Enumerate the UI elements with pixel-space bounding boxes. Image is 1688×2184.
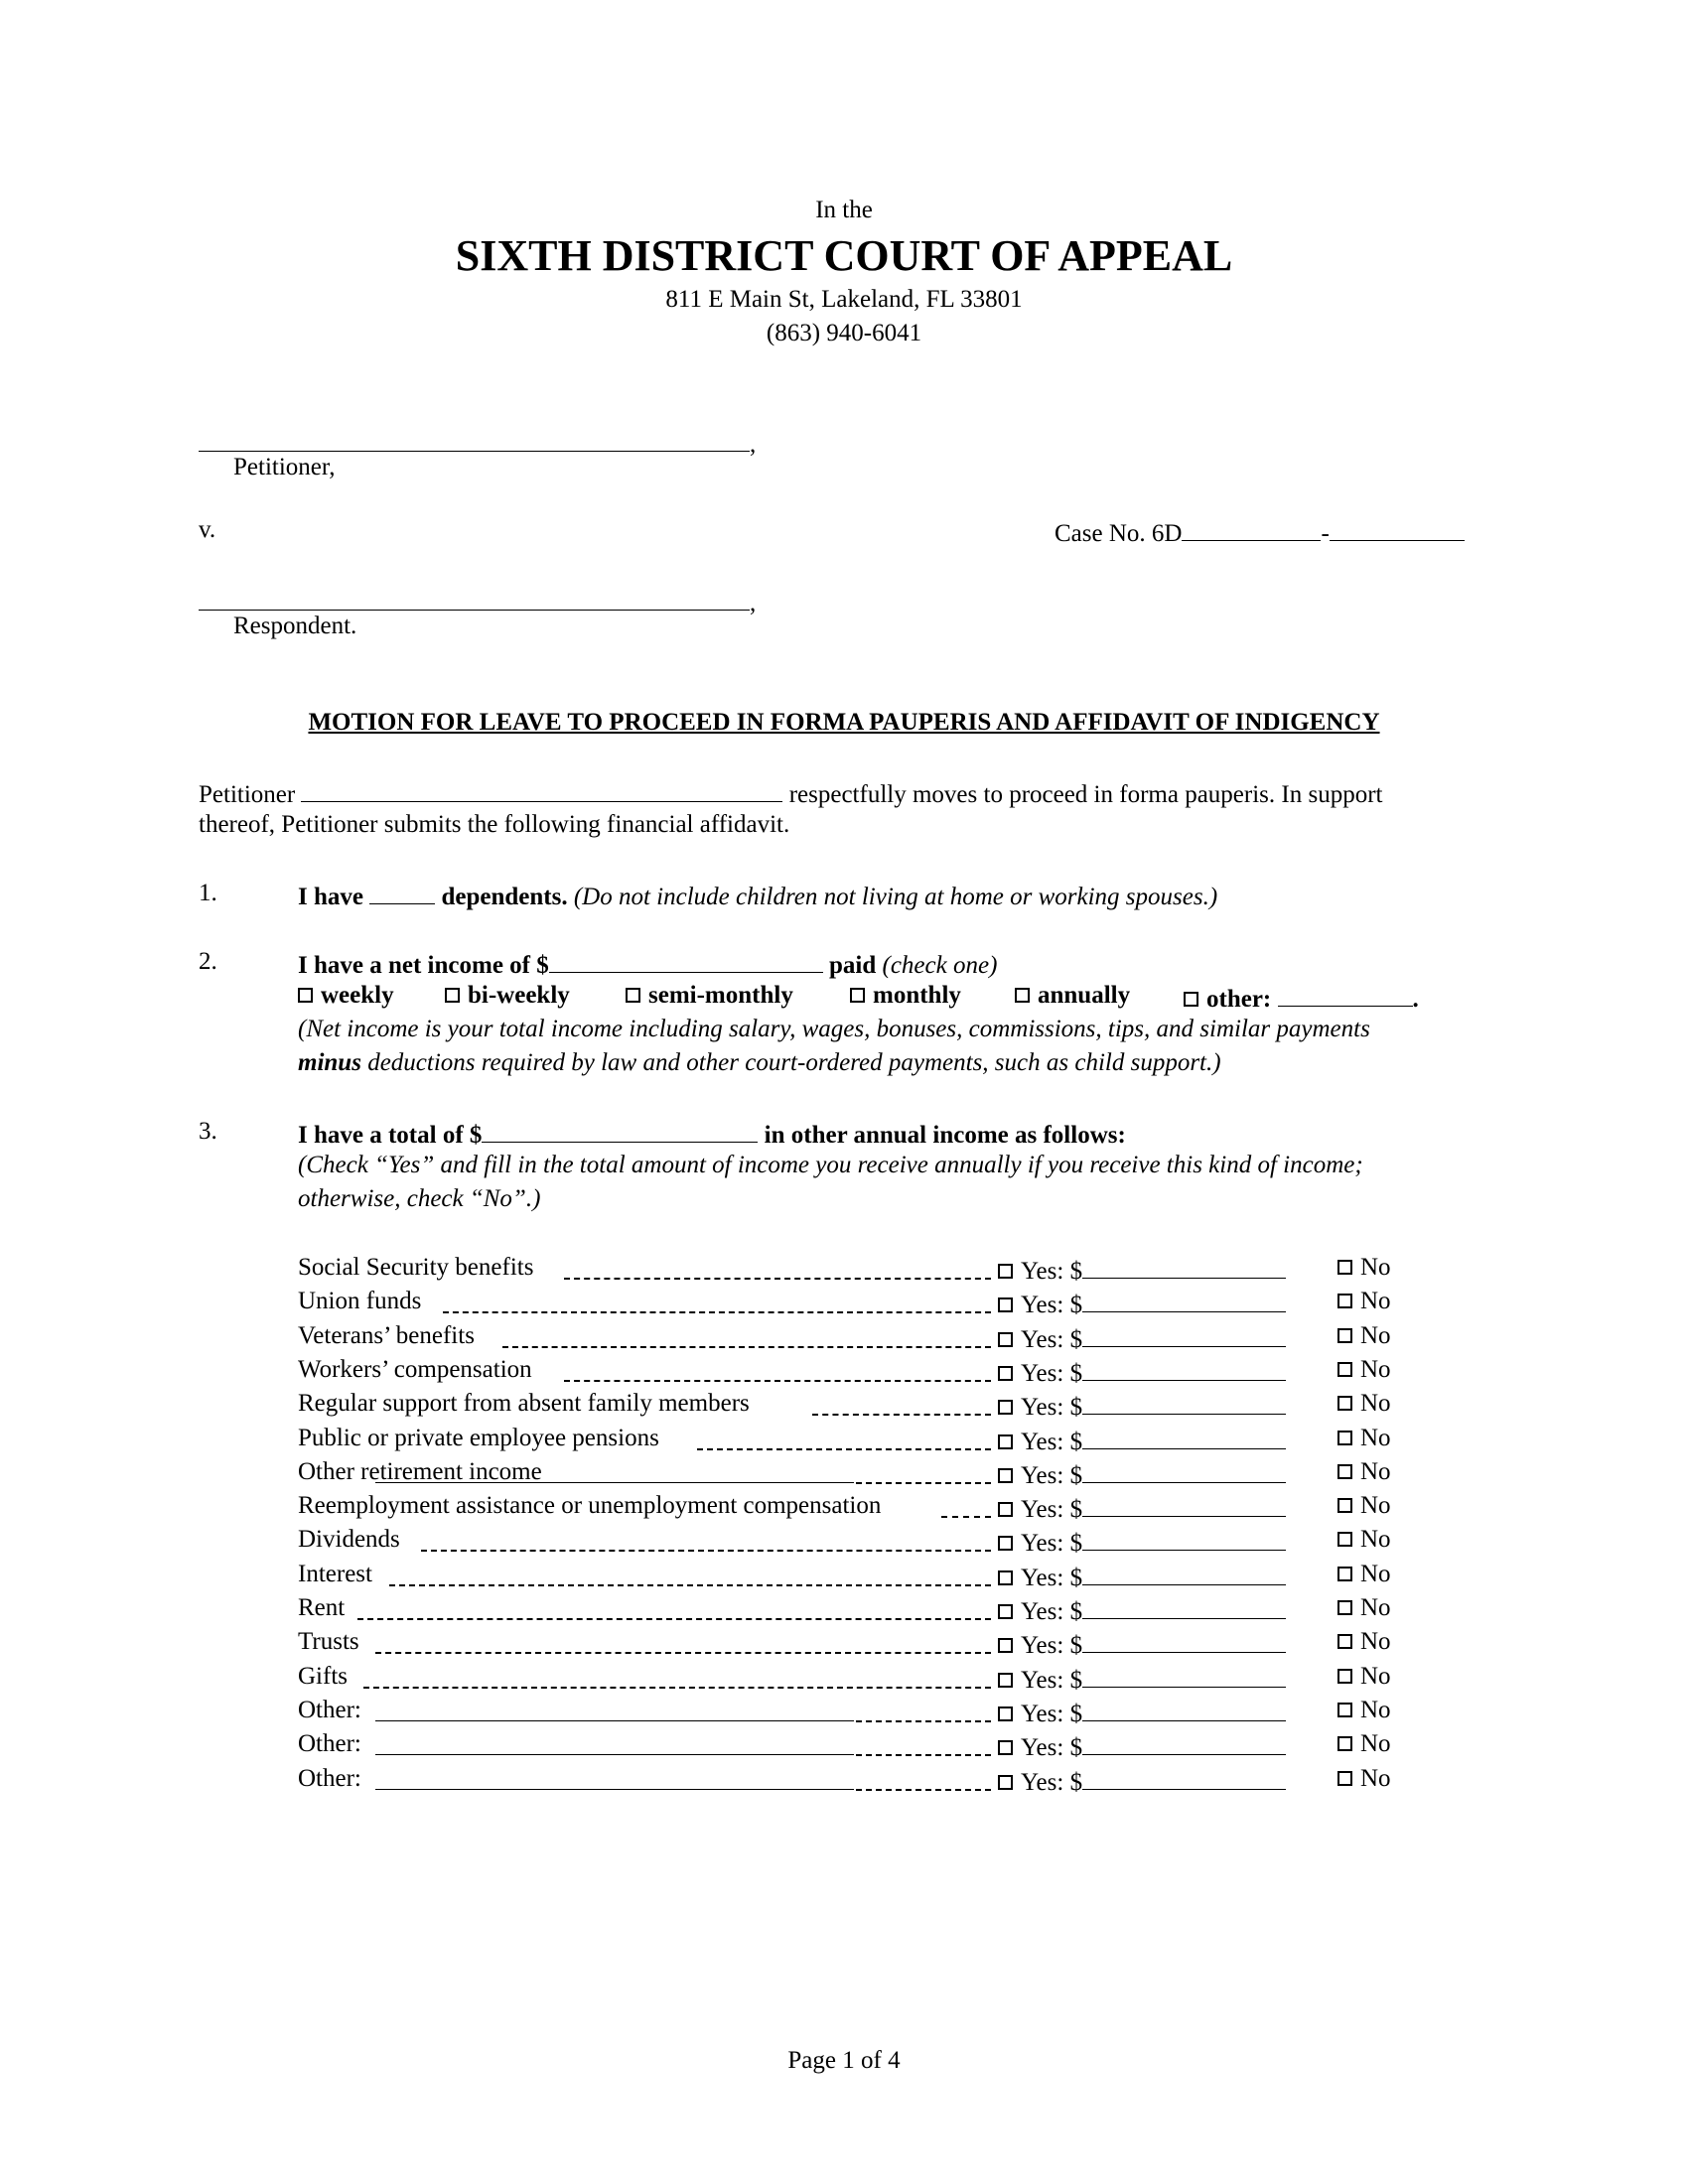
income-source-label: Public or private employee pensions (298, 1424, 659, 1451)
court-name: SIXTH DISTRICT COURT OF APPEAL (455, 231, 1233, 280)
checkbox[interactable] (626, 988, 640, 1003)
income-amount-field[interactable] (1082, 1765, 1286, 1790)
item-3-text: I have a total of $ in other annual income as follows: (298, 1118, 1126, 1150)
no-option[interactable]: No (1337, 1561, 1391, 1588)
intro-line-2: thereof, Petitioner submits the following financial affidavit. (199, 811, 790, 838)
leader-dots (941, 1516, 991, 1518)
other-source-field[interactable] (375, 1789, 854, 1790)
income-source-label: Regular support from absent family members (298, 1390, 750, 1418)
item-1-number: 1. (199, 880, 217, 906)
other-source-field[interactable] (375, 1754, 854, 1755)
yes-option[interactable]: Yes: $ (998, 1765, 1286, 1797)
yes-checkbox[interactable] (998, 1468, 1013, 1483)
income-row (298, 1425, 1440, 1458)
yes-checkbox[interactable] (998, 1604, 1013, 1619)
income-amount-field[interactable] (1082, 1561, 1286, 1585)
respondent-label: Respondent. (233, 613, 357, 639)
no-checkbox[interactable] (1337, 1771, 1352, 1786)
leader-dots (389, 1584, 991, 1586)
income-amount-field[interactable] (1082, 1663, 1286, 1688)
income-row (298, 1322, 1440, 1356)
income-row (298, 1526, 1440, 1560)
yes-option[interactable]: Yes: $ (998, 1730, 1286, 1762)
no-checkbox[interactable] (1337, 1362, 1352, 1377)
income-source-label: Reemployment assistance or unemployment compensation (298, 1492, 882, 1520)
yes-option[interactable]: Yes: $ (998, 1492, 1286, 1524)
leader-dots (564, 1278, 991, 1280)
yes-checkbox[interactable] (998, 1297, 1013, 1312)
leader-dots (357, 1618, 991, 1620)
income-amount-field[interactable] (1082, 1730, 1286, 1755)
no-checkbox[interactable] (1337, 1260, 1352, 1275)
no-checkbox[interactable] (1337, 1669, 1352, 1684)
versus-label: v. (199, 516, 216, 543)
no-option[interactable]: No (1337, 1628, 1391, 1656)
income-row (298, 1288, 1440, 1321)
income-source-label: Dividends (298, 1526, 400, 1554)
option-semi-monthly[interactable]: semi-monthly (626, 982, 793, 1010)
option-bi-weekly[interactable]: bi-weekly (445, 982, 570, 1010)
other-source-field[interactable] (375, 1482, 854, 1483)
no-checkbox[interactable] (1337, 1567, 1352, 1581)
no-option[interactable]: No (1337, 1425, 1391, 1452)
no-option[interactable]: No (1337, 1356, 1391, 1384)
no-option[interactable]: No (1337, 1765, 1391, 1793)
leader-dots (443, 1311, 991, 1313)
yes-checkbox[interactable] (998, 1536, 1013, 1551)
yes-option[interactable]: Yes: $ (998, 1458, 1286, 1490)
no-option[interactable]: No (1337, 1730, 1391, 1758)
no-checkbox[interactable] (1337, 1431, 1352, 1445)
option-annually[interactable]: annually (1015, 982, 1130, 1010)
no-option[interactable]: No (1337, 1390, 1391, 1418)
yes-option[interactable]: Yes: $ (998, 1254, 1286, 1286)
leader-dots (697, 1448, 991, 1450)
leader-dots (812, 1414, 991, 1416)
no-option[interactable]: No (1337, 1526, 1391, 1554)
income-source-label: Veterans’ benefits (298, 1321, 475, 1349)
item-2-text: I have a net income of $ paid (check one) (298, 948, 997, 980)
income-row (298, 1492, 1440, 1526)
court-intro: In the (815, 197, 873, 223)
income-source-label: Gifts (298, 1662, 348, 1690)
yes-checkbox[interactable] (998, 1775, 1013, 1790)
leader-dots (421, 1550, 991, 1552)
yes-checkbox[interactable] (998, 1638, 1013, 1653)
yes-option[interactable]: Yes: $ (998, 1697, 1286, 1728)
yes-checkbox[interactable] (998, 1434, 1013, 1449)
yes-option[interactable]: Yes: $ (998, 1322, 1286, 1354)
no-checkbox[interactable] (1337, 1600, 1352, 1615)
income-amount-field[interactable] (1082, 1628, 1286, 1653)
income-amount-field[interactable] (1082, 1458, 1286, 1483)
income-amount-field[interactable] (1082, 1697, 1286, 1721)
no-checkbox[interactable] (1337, 1464, 1352, 1479)
other-frequency-field[interactable] (1278, 982, 1413, 1007)
net-income-explanation-1: (Net income is your total income including salary, wages, bonuses, commissions, tips, and similar payments (298, 1016, 1370, 1042)
income-amount-field[interactable] (1082, 1288, 1286, 1312)
leader-dots (502, 1346, 991, 1348)
item-1-text: I have dependents. (Do not include children not living at home or working spouses.) (298, 880, 1217, 911)
income-row (298, 1458, 1440, 1492)
no-option[interactable]: No (1337, 1697, 1391, 1724)
no-checkbox[interactable] (1337, 1498, 1352, 1513)
no-option[interactable]: No (1337, 1594, 1391, 1622)
case-number-year-field[interactable] (1182, 516, 1321, 541)
intro-line-1: Petitioner respectfully moves to proceed in forma pauperis. In support (199, 777, 1382, 809)
income-amount-field[interactable] (1082, 1254, 1286, 1279)
other-income-total-field[interactable] (482, 1118, 758, 1143)
item-3-note-2: otherwise, check “No”.) (298, 1185, 541, 1212)
yes-checkbox[interactable] (998, 1400, 1013, 1415)
income-row (298, 1561, 1440, 1594)
no-option[interactable]: No (1337, 1492, 1391, 1520)
no-checkbox[interactable] (1337, 1294, 1352, 1308)
yes-checkbox[interactable] (998, 1706, 1013, 1721)
leader-dots (856, 1482, 991, 1484)
checkbox[interactable] (298, 988, 313, 1003)
income-source-label: Trusts (298, 1628, 359, 1656)
item-3-number: 3. (199, 1118, 217, 1145)
income-amount-field[interactable] (1082, 1390, 1286, 1415)
petitioner-label: Petitioner, (233, 454, 336, 480)
income-amount-field[interactable] (1082, 1322, 1286, 1347)
income-source-label: Union funds (298, 1288, 422, 1315)
yes-option[interactable]: Yes: $ (998, 1425, 1286, 1456)
income-amount-field[interactable] (1082, 1594, 1286, 1619)
income-amount-field[interactable] (1082, 1492, 1286, 1517)
yes-checkbox[interactable] (998, 1366, 1013, 1381)
no-checkbox[interactable] (1337, 1736, 1352, 1751)
court-address: 811 E Main St, Lakeland, FL 33801 (665, 286, 1023, 313)
income-source-label: Social Security benefits (298, 1254, 534, 1281)
net-income-explanation-2: minus deductions required by law and other court-ordered payments, such as child support.) (298, 1049, 1221, 1076)
checkbox[interactable] (445, 988, 460, 1003)
document-title: MOTION FOR LEAVE TO PROCEED IN FORMA PAUPERIS AND AFFIDAVIT OF INDIGENCY (308, 709, 1380, 736)
option-weekly[interactable]: weekly (298, 982, 394, 1010)
option-other[interactable]: other: . (1184, 982, 1419, 1014)
leader-dots (856, 1720, 991, 1722)
yes-checkbox[interactable] (998, 1264, 1013, 1279)
checkbox[interactable] (1184, 992, 1198, 1007)
no-option[interactable]: No (1337, 1663, 1391, 1691)
no-checkbox[interactable] (1337, 1532, 1352, 1547)
income-row (298, 1254, 1440, 1288)
yes-option[interactable]: Yes: $ (998, 1663, 1286, 1695)
yes-checkbox[interactable] (998, 1570, 1013, 1585)
checkbox[interactable] (1015, 988, 1030, 1003)
income-row (298, 1730, 1440, 1764)
court-phone: (863) 940-6041 (766, 320, 922, 346)
yes-checkbox[interactable] (998, 1332, 1013, 1347)
no-checkbox[interactable] (1337, 1328, 1352, 1343)
leader-dots (564, 1380, 991, 1382)
item-2-number: 2. (199, 948, 217, 975)
case-number-seq-field[interactable] (1330, 516, 1465, 541)
income-source-label: Rent (298, 1594, 346, 1621)
dependents-field[interactable] (369, 880, 435, 904)
income-row (298, 1356, 1440, 1390)
leader-dots (375, 1652, 991, 1654)
no-checkbox[interactable] (1337, 1703, 1352, 1717)
income-source-label: Other: (298, 1764, 361, 1792)
net-income-field[interactable] (549, 948, 823, 973)
other-source-field[interactable] (375, 1720, 854, 1721)
no-checkbox[interactable] (1337, 1634, 1352, 1649)
income-source-label: Interest (298, 1560, 372, 1587)
yes-option[interactable]: Yes: $ (998, 1594, 1286, 1626)
checkbox[interactable] (850, 988, 865, 1003)
income-row (298, 1765, 1440, 1799)
income-row (298, 1594, 1440, 1628)
income-source-label: Other retirement income (298, 1457, 542, 1485)
yes-checkbox[interactable] (998, 1673, 1013, 1688)
income-source-label: Other: (298, 1730, 361, 1758)
no-option[interactable]: No (1337, 1458, 1391, 1486)
income-source-label: Other: (298, 1696, 361, 1723)
option-monthly[interactable]: monthly (850, 982, 961, 1010)
leader-dots (363, 1687, 991, 1689)
income-source-label: Workers’ compensation (298, 1355, 532, 1383)
leader-dots (856, 1789, 991, 1791)
no-option[interactable]: No (1337, 1254, 1391, 1282)
yes-option[interactable]: Yes: $ (998, 1561, 1286, 1592)
yes-checkbox[interactable] (998, 1740, 1013, 1755)
no-option[interactable]: No (1337, 1288, 1391, 1315)
yes-option[interactable]: Yes: $ (998, 1390, 1286, 1422)
leader-dots (856, 1754, 991, 1756)
yes-option[interactable]: Yes: $ (998, 1526, 1286, 1558)
no-option[interactable]: No (1337, 1322, 1391, 1350)
petitioner-name-inline-field[interactable] (301, 777, 782, 802)
income-amount-field[interactable] (1082, 1526, 1286, 1551)
yes-option[interactable]: Yes: $ (998, 1628, 1286, 1660)
petitioner-name-field[interactable]: , (199, 427, 756, 459)
income-amount-field[interactable] (1082, 1425, 1286, 1449)
income-row (298, 1628, 1440, 1662)
respondent-name-field[interactable]: , (199, 586, 756, 617)
yes-option[interactable]: Yes: $ (998, 1356, 1286, 1388)
page-number: Page 1 of 4 (787, 2047, 901, 2074)
yes-checkbox[interactable] (998, 1502, 1013, 1517)
income-row (298, 1390, 1440, 1424)
case-number: Case No. 6D - (1055, 516, 1465, 548)
yes-option[interactable]: Yes: $ (998, 1288, 1286, 1319)
case-number-label: Case No. 6D (1055, 520, 1183, 547)
income-row (298, 1697, 1440, 1730)
no-checkbox[interactable] (1337, 1396, 1352, 1411)
income-row (298, 1663, 1440, 1697)
item-3-note-1: (Check “Yes” and fill in the total amount of income you receive annually if you receive this kind of income; (298, 1152, 1363, 1178)
income-amount-field[interactable] (1082, 1356, 1286, 1381)
